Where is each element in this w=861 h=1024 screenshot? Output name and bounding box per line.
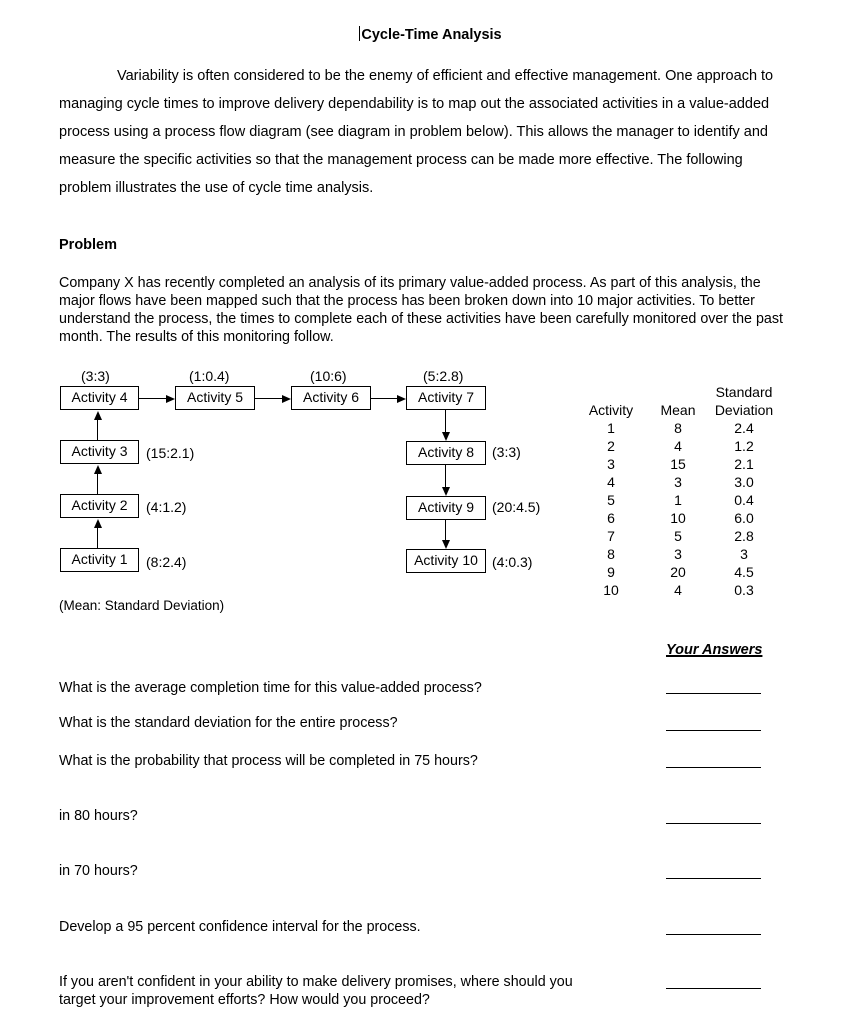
table-cell: 20 bbox=[670, 564, 686, 580]
header-activity: Activity bbox=[588, 402, 634, 418]
activity-4-stats: (3:3) bbox=[81, 368, 110, 384]
table-cell: 3 bbox=[674, 474, 682, 490]
answer-blank-7[interactable] bbox=[666, 988, 761, 989]
page-title-text: Cycle-Time Analysis bbox=[361, 27, 502, 43]
activity-7-box: Activity 7 bbox=[406, 386, 486, 410]
activity-1-box: Activity 1 bbox=[60, 548, 139, 572]
table-cell: 15 bbox=[670, 456, 686, 472]
question-4: in 80 hours? bbox=[59, 808, 138, 824]
table-cell: 5 bbox=[674, 528, 682, 544]
table-cell: 2.4 bbox=[734, 420, 754, 436]
mean-column bbox=[657, 383, 699, 599]
arrow-3-to-4 bbox=[97, 418, 98, 440]
question-5: in 70 hours? bbox=[59, 863, 138, 879]
arrow-6-to-7 bbox=[371, 398, 398, 399]
table-cell: 1 bbox=[607, 420, 615, 436]
answer-blank-3[interactable] bbox=[666, 767, 761, 768]
sd-column bbox=[711, 383, 777, 599]
activity-4-box: Activity 4 bbox=[60, 386, 139, 410]
activity-6-box: Activity 6 bbox=[291, 386, 371, 410]
arrow-5-to-6 bbox=[255, 398, 283, 399]
activity-10-stats: (4:0.3) bbox=[492, 554, 533, 570]
activity-7-stats: (5:2.8) bbox=[423, 368, 464, 384]
arrow-1-to-2 bbox=[97, 526, 98, 548]
activity-5-stats: (1:0.4) bbox=[189, 368, 230, 384]
activity-9-stats: (20:4.5) bbox=[492, 499, 541, 515]
table-cell: 10 bbox=[603, 582, 619, 598]
diagram-legend: (Mean: Standard Deviation) bbox=[59, 598, 225, 613]
table-cell: 8 bbox=[607, 546, 615, 562]
arrow-7-to-8 bbox=[445, 410, 446, 434]
table-cell: 4.5 bbox=[734, 564, 754, 580]
arrow-2-to-3 bbox=[97, 472, 98, 494]
table-cell: 4 bbox=[607, 474, 615, 490]
activity-2-stats: (4:1.2) bbox=[146, 499, 187, 515]
table-cell: 4 bbox=[674, 438, 682, 454]
table-cell: 0.4 bbox=[734, 492, 754, 508]
arrow-head-up-icon bbox=[94, 519, 102, 528]
question-6: Develop a 95 percent confidence interval for the process. bbox=[59, 919, 421, 935]
activity-1-stats: (8:2.4) bbox=[146, 554, 187, 570]
arrow-head-right-icon bbox=[397, 395, 406, 403]
arrow-head-down-icon bbox=[442, 540, 450, 549]
activity-6-stats: (10:6) bbox=[310, 368, 347, 384]
question-7: If you aren't confident in your ability to make delivery promises, where should you target your improvement efforts? How would you proceed? bbox=[59, 974, 573, 1008]
problem-paragraph: Company X has recently completed an analysis of its primary value-added process. As part of this analysis, the major flows have been mapped such that the process has been broken down into 10 major activities. To better understand the process, the times to complete each of these activities have been carefully monitored over the past month. The results of this monitoring follow. bbox=[59, 275, 783, 345]
table-cell: 8 bbox=[674, 420, 682, 436]
activity-column bbox=[583, 383, 639, 599]
table-cell: 9 bbox=[607, 564, 615, 580]
activity-10-box: Activity 10 bbox=[406, 549, 486, 573]
activity-8-stats: (3:3) bbox=[492, 444, 521, 460]
problem-heading: Problem bbox=[59, 237, 118, 253]
table-cell: 7 bbox=[607, 528, 615, 544]
arrow-9-to-10 bbox=[445, 520, 446, 542]
arrow-head-up-icon bbox=[94, 465, 102, 474]
table-cell: 3.0 bbox=[734, 474, 754, 490]
answer-blank-4[interactable] bbox=[666, 823, 761, 824]
table-cell: 3 bbox=[607, 456, 615, 472]
table-cell: 3 bbox=[674, 546, 682, 562]
arrow-head-down-icon bbox=[442, 487, 450, 496]
your-answers-heading: Your Answers bbox=[666, 642, 763, 658]
activity-3-box: Activity 3 bbox=[60, 440, 139, 464]
table-cell: 3 bbox=[740, 546, 748, 562]
intro-text: Variability is often considered to be the enemy of efficient and effective management. One approach to managing cycle times to improve delivery dependability is to map out the associated activities in a value-added process using a process flow diagram (see diagram in problem below). This allows the manager to identify and measure the specific activities so that the management process can be made more effective. The following problem illustrates the use of cycle time analysis. bbox=[59, 68, 774, 196]
arrow-head-right-icon bbox=[166, 395, 175, 403]
question-1: What is the average completion time for this value-added process? bbox=[59, 680, 482, 696]
table-cell: 5 bbox=[607, 492, 615, 508]
arrow-head-down-icon bbox=[442, 432, 450, 441]
activity-9-box: Activity 9 bbox=[406, 496, 486, 520]
activity-8-box: Activity 8 bbox=[406, 441, 486, 465]
activity-5-box: Activity 5 bbox=[175, 386, 255, 410]
table-cell: 6 bbox=[607, 510, 615, 526]
arrow-8-to-9 bbox=[445, 465, 446, 489]
table-cell: 1 bbox=[674, 492, 682, 508]
intro-paragraph bbox=[59, 62, 779, 202]
table-cell: 2.8 bbox=[734, 528, 754, 544]
arrow-4-to-5 bbox=[139, 398, 167, 399]
table-cell: 1.2 bbox=[734, 438, 754, 454]
table-cell: 0.3 bbox=[734, 582, 754, 598]
question-3: What is the probability that process will be completed in 75 hours? bbox=[59, 753, 478, 769]
header-sd-line2: Deviation bbox=[714, 402, 774, 418]
answer-blank-1[interactable] bbox=[666, 693, 761, 694]
arrow-head-right-icon bbox=[282, 395, 291, 403]
table-cell: 4 bbox=[674, 582, 682, 598]
table-cell: 6.0 bbox=[734, 510, 754, 526]
page-title bbox=[0, 26, 861, 43]
answer-blank-6[interactable] bbox=[666, 934, 761, 935]
table-cell: 2.1 bbox=[734, 456, 754, 472]
answer-blank-5[interactable] bbox=[666, 878, 761, 879]
activity-3-stats: (15:2.1) bbox=[146, 445, 195, 461]
header-mean: Mean bbox=[660, 402, 696, 418]
activity-2-box: Activity 2 bbox=[60, 494, 139, 518]
table-cell: 2 bbox=[607, 438, 615, 454]
header-sd-line1: Standard bbox=[715, 384, 773, 400]
table-cell: 10 bbox=[670, 510, 686, 526]
question-2: What is the standard deviation for the entire process? bbox=[59, 715, 398, 731]
answer-blank-2[interactable] bbox=[666, 730, 761, 731]
arrow-head-up-icon bbox=[94, 411, 102, 420]
